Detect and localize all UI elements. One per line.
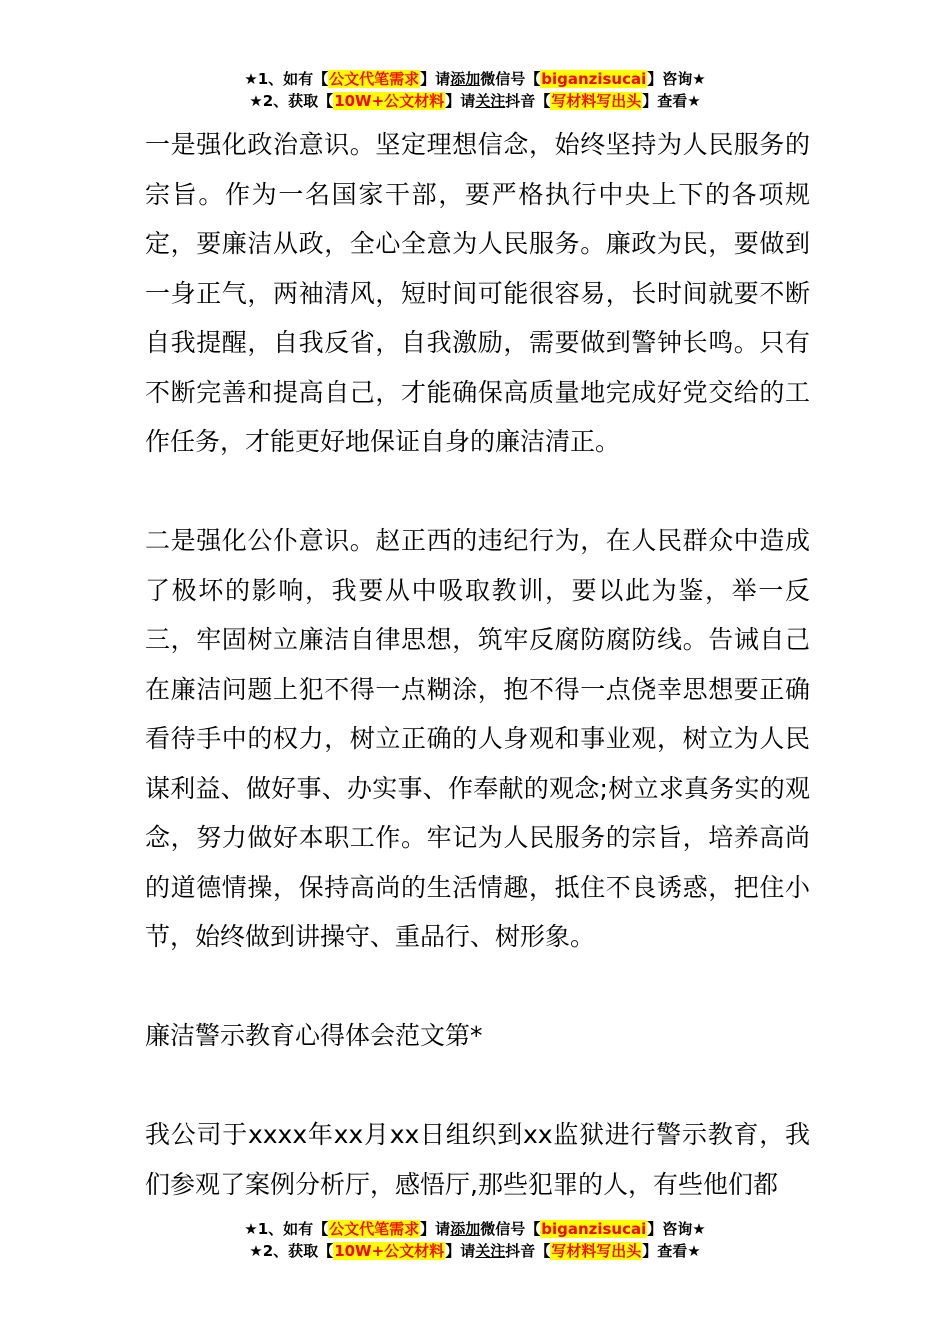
promo-line-2: ★2、获取【10W+公文材料】请关注抖音【写材料写出头】查看★ bbox=[249, 1242, 701, 1260]
highlight-wechat-id: biganzisucai bbox=[541, 1220, 647, 1238]
highlight-service: 公文代笔需求 bbox=[329, 70, 420, 88]
paragraph-gap bbox=[145, 467, 810, 517]
highlight-materials: 10W+公文材料 bbox=[334, 92, 445, 110]
paragraph-public-servant-awareness: 二是强化公仆意识。赵正西的违纪行为，在人民群众中造成了极坏的影响，我要从中吸取教训，要以此为鉴，举一反三，牢固树立廉洁自律思想，筑牢反腐防腐防线。告诫自己在廉洁问题上犯不得一点糊涂，抱不得一点侥幸思想要正确看待手中的权力，树立正确的人身观和事业观，树立为人民谋利益、做好事、办实事、作奉献的观念;树立求真务实的观念，努力做好本职工作。牢记为人民服务的宗旨，培养高尚的道德情操，保持高尚的生活情趣，抵住不良诱惑，把住小节，始终做到讲操守、重品行、树形象。 bbox=[145, 526, 810, 951]
highlight-douyin-account: 写材料写出头 bbox=[551, 92, 642, 110]
document-body bbox=[145, 120, 810, 1209]
promo-line-1: ★1、如有【公文代笔需求】请添加微信号【biganzisucai】咨询★ bbox=[244, 70, 706, 88]
paragraph-gap bbox=[145, 962, 810, 1012]
highlight-materials: 10W+公文材料 bbox=[334, 1242, 445, 1260]
promo-line-2: ★2、获取【10W+公文材料】请关注抖音【写材料写出头】查看★ bbox=[249, 92, 701, 110]
section-heading: 廉洁警示教育心得体会范文第* bbox=[145, 1021, 483, 1050]
highlight-service: 公文代笔需求 bbox=[329, 1220, 420, 1238]
promo-banner-bottom bbox=[0, 1218, 950, 1262]
highlight-douyin-account: 写材料写出头 bbox=[551, 1242, 642, 1260]
promo-line-1: ★1、如有【公文代笔需求】请添加微信号【biganzisucai】咨询★ bbox=[244, 1220, 706, 1238]
promo-banner-top bbox=[0, 68, 950, 112]
paragraph-political-awareness: 一是强化政治意识。坚定理想信念，始终坚持为人民服务的宗旨。作为一名国家干部，要严格执行中央上下的各项规定，要廉洁从政，全心全意为人民服务。廉政为民，要做到一身正气，两袖清风，短时间可能很容易，长时间就要不断自我提醒，自我反省，自我激励，需要做到警钟长鸣。只有不断完善和提高自己，才能确保高质量地完成好党交给的工作任务，才能更好地保证自身的廉洁清正。 bbox=[145, 130, 810, 456]
highlight-wechat-id: biganzisucai bbox=[541, 70, 647, 88]
paragraph-gap bbox=[145, 1061, 810, 1111]
paragraph-warning-education: 我公司于xxxx年xx月xx日组织到xx监狱进行警示教育，我们参观了案例分析厅，感悟厅,那些犯罪的人，有些他们都 bbox=[145, 1120, 810, 1199]
